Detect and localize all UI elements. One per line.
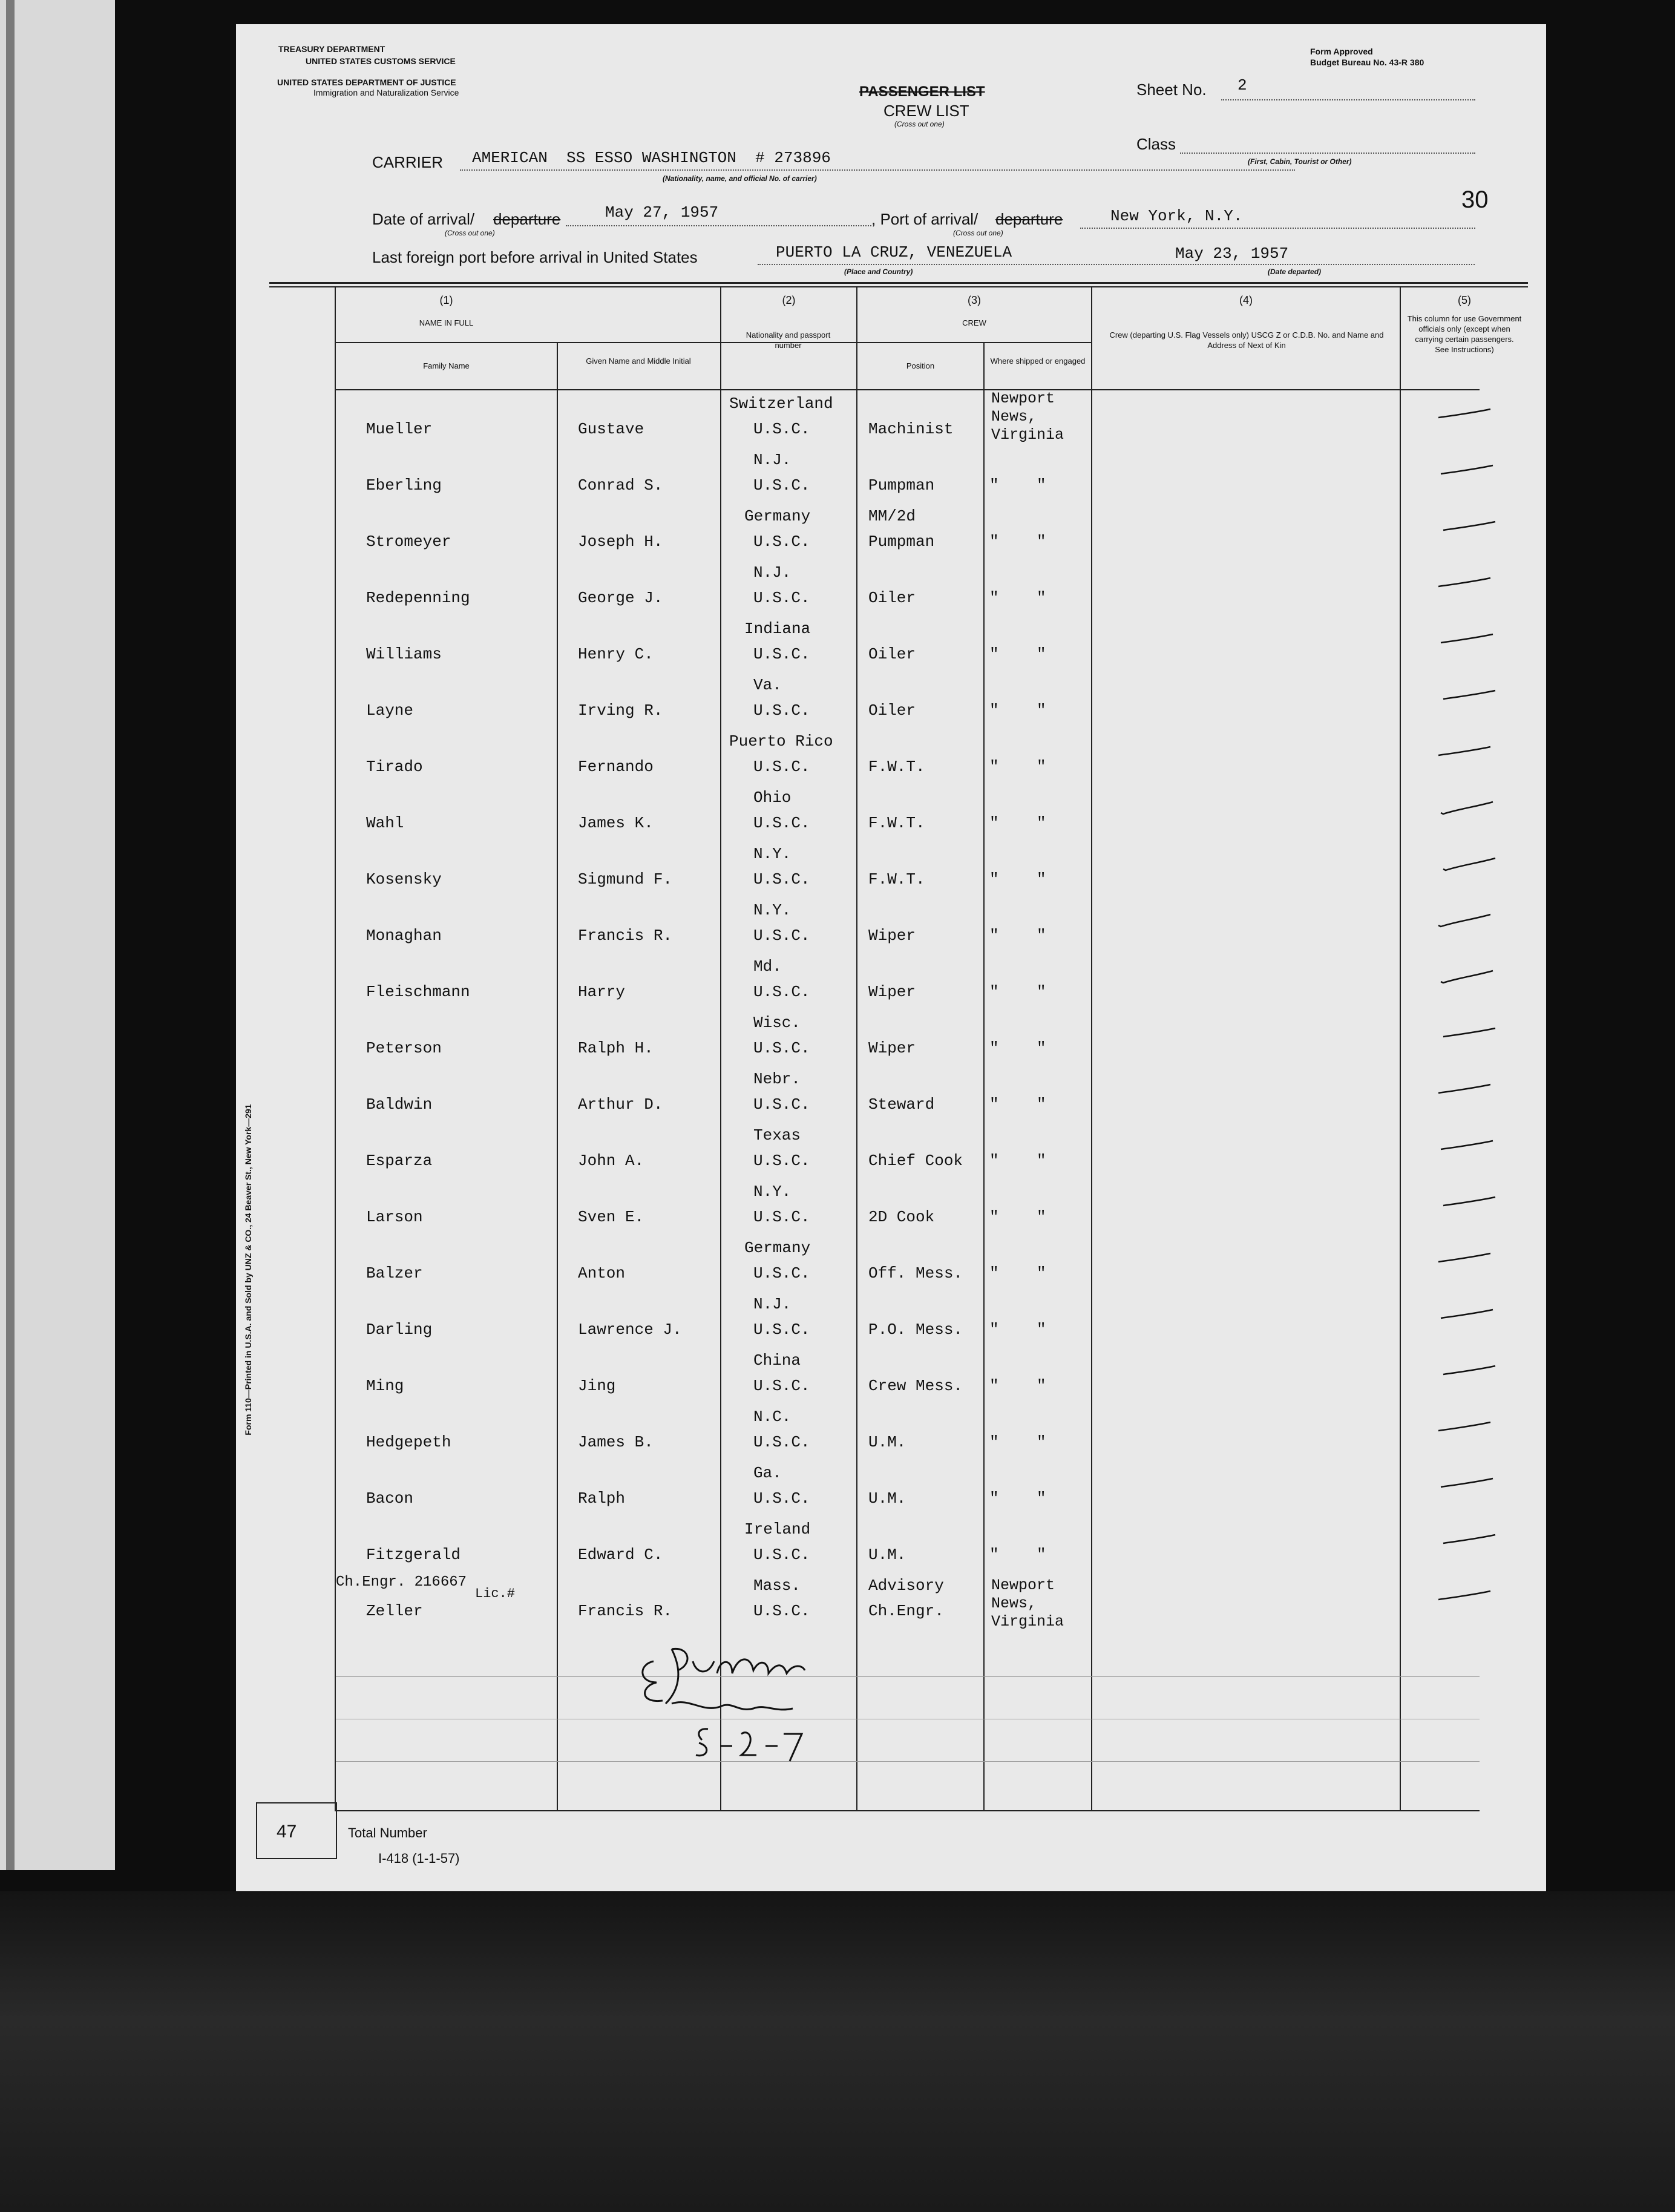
crew-shipped-ditto: " " bbox=[989, 533, 1046, 551]
crew-position: Wiper bbox=[868, 927, 916, 945]
handwritten-page-number: 30 bbox=[1461, 186, 1489, 213]
crew-shipped-ditto: " " bbox=[989, 1095, 1046, 1114]
official-check-mark bbox=[1437, 913, 1492, 928]
crew-shipped-ditto: " " bbox=[989, 589, 1046, 607]
crew-family-name: Mueller bbox=[366, 420, 433, 438]
official-check-mark bbox=[1442, 1195, 1496, 1209]
crew-shipped-ditto: " " bbox=[989, 476, 1046, 494]
crew-given-name: John A. bbox=[578, 1152, 644, 1170]
crew-shipped-ditto: " " bbox=[989, 758, 1046, 776]
table-bottom-rule bbox=[336, 1810, 1480, 1811]
adjacent-page-edge bbox=[0, 0, 115, 1870]
crew-nationality: U.S.C. bbox=[753, 870, 810, 888]
crew-shipped-ditto: " " bbox=[989, 1546, 1046, 1564]
crew-position: Wiper bbox=[868, 983, 916, 1001]
port-departure-struck: departure bbox=[995, 210, 1063, 228]
crew-nationality: U.S.C. bbox=[753, 1489, 810, 1508]
column-4-left-rule bbox=[1091, 286, 1092, 1811]
last-foreign-port: PUERTO LA CRUZ, VENEZUELA bbox=[776, 243, 1012, 261]
official-check-mark bbox=[1437, 1251, 1492, 1265]
crew-shipped-ditto: " " bbox=[989, 814, 1046, 832]
crew-given-name: James B. bbox=[578, 1433, 654, 1451]
crew-birthplace: Md. bbox=[753, 957, 782, 976]
crew-shipped-ditto: " " bbox=[989, 701, 1046, 720]
crew-position: Oiler bbox=[868, 589, 916, 607]
crew-given-name: Lawrence J. bbox=[578, 1321, 682, 1339]
last-port-underline bbox=[758, 264, 1475, 265]
crew-birthplace: Switzerland bbox=[729, 395, 833, 413]
crew-birthplace: Indiana bbox=[744, 620, 811, 638]
crew-family-name: Kosensky bbox=[366, 870, 442, 888]
date-departed: May 23, 1957 bbox=[1175, 245, 1289, 263]
departure-struck: departure bbox=[493, 210, 561, 228]
blank-row-rule bbox=[336, 1761, 1480, 1762]
official-check-mark bbox=[1437, 1082, 1492, 1097]
crew-birthplace: Nebr. bbox=[753, 1070, 801, 1088]
official-check-mark bbox=[1442, 688, 1496, 703]
official-check-mark bbox=[1440, 1476, 1494, 1491]
crew-given-name: James K. bbox=[578, 814, 654, 832]
total-number-label: Total Number bbox=[348, 1825, 427, 1840]
nationality-header: Nationality and passport number bbox=[746, 330, 831, 350]
government-use-header: This column for use Government officials only (except when carrying certain passengers. See Instructions) bbox=[1407, 314, 1522, 354]
crew-nationality: U.S.C. bbox=[753, 1602, 810, 1620]
crew-nationality: U.S.C. bbox=[753, 1039, 810, 1057]
family-given-divider bbox=[557, 342, 558, 1811]
crew-given-name: Anton bbox=[578, 1264, 626, 1282]
carrier-label: CARRIER bbox=[372, 153, 444, 171]
crew-shipped-ditto: " " bbox=[989, 1433, 1046, 1451]
column-4-number: (4) bbox=[1239, 294, 1253, 306]
crew-position: U.M. bbox=[868, 1489, 906, 1508]
crew-position: F.W.T. bbox=[868, 870, 925, 888]
crew-given-name: Ralph H. bbox=[578, 1039, 654, 1057]
crew-family-name: Fitzgerald bbox=[366, 1546, 461, 1564]
crew-nationality: U.S.C. bbox=[753, 1546, 810, 1564]
official-check-mark bbox=[1437, 407, 1492, 421]
agency-line-1: TREASURY DEPARTMENT bbox=[278, 44, 385, 54]
crew-nationality: U.S.C. bbox=[753, 589, 810, 607]
crew-birthplace: N.Y. bbox=[753, 901, 792, 919]
crew-position: Off. Mess. bbox=[868, 1264, 963, 1282]
crew-given-name: Sigmund F. bbox=[578, 870, 673, 888]
official-check-mark bbox=[1440, 463, 1494, 478]
crew-birthplace: Wisc. bbox=[753, 1014, 801, 1032]
crew-family-name: Larson bbox=[366, 1208, 423, 1226]
total-number-box bbox=[256, 1802, 337, 1859]
crew-birthplace: Germany bbox=[744, 507, 811, 525]
official-check-mark bbox=[1442, 1364, 1496, 1378]
crew-family-name: Esparza bbox=[366, 1152, 433, 1170]
table-top-rule-2 bbox=[269, 286, 1528, 287]
crew-shipped-place: Newport bbox=[991, 390, 1055, 407]
crew-given-name: Fernando bbox=[578, 758, 654, 776]
page-edge-shadow bbox=[6, 0, 15, 1870]
crew-birthplace: Ireland bbox=[744, 1520, 811, 1538]
crew-given-name: Gustave bbox=[578, 420, 644, 438]
crew-license-label: Lic.# bbox=[475, 1586, 516, 1601]
crew-family-name: Eberling bbox=[366, 476, 442, 494]
crew-nationality: U.S.C. bbox=[753, 1264, 810, 1282]
crew-family-name: Layne bbox=[366, 701, 414, 720]
crew-birthplace: China bbox=[753, 1351, 801, 1370]
crew-nationality: U.S.C. bbox=[753, 533, 810, 551]
family-name-header: Family Name bbox=[423, 361, 470, 370]
crew-position: Oiler bbox=[868, 645, 916, 663]
crew-position-note: MM/2d bbox=[868, 507, 916, 525]
crew-shipped-ditto: " " bbox=[989, 870, 1046, 888]
crew-given-name: Edward C. bbox=[578, 1546, 663, 1564]
budget-bureau-number: Budget Bureau No. 43-R 380 bbox=[1310, 57, 1424, 67]
where-shipped-header: Where shipped or engaged bbox=[990, 356, 1086, 366]
column-1-title: NAME IN FULL bbox=[419, 318, 474, 327]
crew-given-name: Conrad S. bbox=[578, 476, 663, 494]
crew-birthplace: Texas bbox=[753, 1126, 801, 1144]
sheet-underline bbox=[1221, 99, 1475, 100]
crew-shipped-ditto: " " bbox=[989, 645, 1046, 663]
column-2-left-rule bbox=[720, 286, 721, 1811]
crew-family-name: Zeller bbox=[366, 1602, 423, 1620]
crew-nationality: U.S.C. bbox=[753, 1377, 810, 1395]
official-check-mark bbox=[1437, 576, 1492, 590]
crew-position: Steward bbox=[868, 1095, 935, 1114]
scan-background bbox=[0, 1891, 1675, 2212]
crew-position: 2D Cook bbox=[868, 1208, 935, 1226]
official-check-mark bbox=[1440, 1307, 1494, 1322]
agency-line-2: UNITED STATES CUSTOMS SERVICE bbox=[306, 56, 456, 66]
crew-family-name: Peterson bbox=[366, 1039, 442, 1057]
crew-nationality: U.S.C. bbox=[753, 1208, 810, 1226]
crew-position: U.M. bbox=[868, 1546, 906, 1564]
crew-shipped-place: News, bbox=[991, 1595, 1037, 1612]
crew-nationality: U.S.C. bbox=[753, 983, 810, 1001]
crew-shipped-place: Virginia bbox=[991, 1613, 1064, 1630]
crew-family-name: Redepenning bbox=[366, 589, 470, 607]
crew-birthplace: N.Y. bbox=[753, 845, 792, 863]
table-top-rule bbox=[269, 282, 1528, 284]
crew-position: Ch.Engr. bbox=[868, 1602, 944, 1620]
crew-nationality: U.S.C. bbox=[753, 420, 810, 438]
column-2-number: (2) bbox=[782, 294, 796, 306]
crew-position: Crew Mess. bbox=[868, 1377, 963, 1395]
crew-shipped-ditto: " " bbox=[989, 1377, 1046, 1395]
crew-shipped-place: Virginia bbox=[991, 426, 1064, 444]
official-check-mark bbox=[1437, 1589, 1492, 1603]
crew-birthplace: Ga. bbox=[753, 1464, 782, 1482]
crew-nationality: U.S.C. bbox=[753, 1152, 810, 1170]
crew-nationality: U.S.C. bbox=[753, 1095, 810, 1114]
crew-given-name: Sven E. bbox=[578, 1208, 644, 1226]
official-check-mark bbox=[1437, 744, 1492, 759]
official-check-mark bbox=[1440, 1138, 1494, 1153]
crew-birthplace: N.J. bbox=[753, 1295, 792, 1313]
inspector-signature bbox=[635, 1637, 841, 1776]
form-approved: Form Approved bbox=[1310, 47, 1373, 56]
cross-out-hint-1: (Cross out one) bbox=[445, 229, 495, 237]
crew-shipped-ditto: " " bbox=[989, 983, 1046, 1001]
date-departed-hint: (Date departed) bbox=[1268, 267, 1322, 276]
form-number: I-418 (1-1-57) bbox=[378, 1851, 460, 1866]
last-foreign-port-label: Last foreign port before arrival in United States bbox=[372, 248, 698, 266]
official-check-mark bbox=[1440, 632, 1494, 646]
class-hint: (First, Cabin, Tourist or Other) bbox=[1248, 157, 1352, 166]
list-type-hint: (Cross out one) bbox=[894, 120, 945, 128]
crew-family-name: Hedgepeth bbox=[366, 1433, 451, 1451]
list-type: CREW LIST bbox=[883, 102, 969, 120]
crew-position: F.W.T. bbox=[868, 814, 925, 832]
carrier-hint: (Nationality, name, and official No. of carrier) bbox=[663, 174, 817, 183]
carrier-value: AMERICAN SS ESSO WASHINGTON # 273896 bbox=[472, 149, 831, 167]
sheet-label: Sheet No. bbox=[1136, 80, 1207, 99]
crew-given-name: Francis R. bbox=[578, 1602, 673, 1620]
crew-birthplace: N.J. bbox=[753, 451, 792, 469]
column-3-left-rule bbox=[856, 286, 857, 1811]
crew-birthplace: Ohio bbox=[753, 789, 792, 807]
column-3-subhead-rule bbox=[336, 342, 1092, 343]
crew-shipped-ditto: " " bbox=[989, 1264, 1046, 1282]
crew-shipped-ditto: " " bbox=[989, 927, 1046, 945]
crew-position: Machinist bbox=[868, 420, 954, 438]
blank-row-rule bbox=[336, 1676, 1480, 1677]
crew-shipped-ditto: " " bbox=[989, 1152, 1046, 1170]
port-of-arrival-label: , Port of arrival/ bbox=[871, 210, 978, 228]
crew-shipped-ditto: " " bbox=[989, 1039, 1046, 1057]
crew-nationality: U.S.C. bbox=[753, 758, 810, 776]
crew-position: P.O. Mess. bbox=[868, 1321, 963, 1339]
crew-birthplace: Germany bbox=[744, 1239, 811, 1257]
crew-position: Oiler bbox=[868, 701, 916, 720]
crew-given-name: Ralph bbox=[578, 1489, 626, 1508]
crew-birthplace: N.C. bbox=[753, 1408, 792, 1426]
crew-shipped-ditto: " " bbox=[989, 1208, 1046, 1226]
crew-given-name: George J. bbox=[578, 589, 663, 607]
next-of-kin-header: Crew (departing U.S. Flag Vessels only) USCG Z or C.D.B. No. and Name and Address of Next of Kin bbox=[1109, 330, 1384, 350]
crew-given-name: Irving R. bbox=[578, 701, 663, 720]
crew-family-name: Wahl bbox=[366, 814, 404, 832]
column-1-number: (1) bbox=[439, 294, 453, 306]
crew-shipped-ditto: " " bbox=[989, 1321, 1046, 1339]
position-header: Position bbox=[906, 361, 935, 370]
crew-given-name: Jing bbox=[578, 1377, 616, 1395]
crew-given-name: Joseph H. bbox=[578, 533, 663, 551]
crew-position: Pumpman bbox=[868, 476, 935, 494]
official-check-mark bbox=[1442, 519, 1496, 534]
crew-license-note: Ch.Engr. 216667 bbox=[336, 1574, 467, 1590]
class-underline bbox=[1180, 153, 1475, 154]
crew-position: Pumpman bbox=[868, 533, 935, 551]
official-check-mark bbox=[1442, 1532, 1496, 1547]
crew-family-name: Bacon bbox=[366, 1489, 414, 1508]
crew-nationality: U.S.C. bbox=[753, 701, 810, 720]
column-5-number: (5) bbox=[1458, 294, 1471, 306]
crew-family-name: Stromeyer bbox=[366, 533, 451, 551]
crew-shipped-place: Newport bbox=[991, 1577, 1055, 1594]
arrival-date-underline bbox=[566, 225, 871, 226]
crew-nationality: U.S.C. bbox=[753, 927, 810, 945]
crew-family-name: Tirado bbox=[366, 758, 423, 776]
crew-position: F.W.T. bbox=[868, 758, 925, 776]
sheet-number: 2 bbox=[1237, 76, 1247, 94]
crew-list-form bbox=[236, 24, 1546, 1891]
column-3-number: (3) bbox=[968, 294, 981, 306]
agency-line-3: UNITED STATES DEPARTMENT OF JUSTICE bbox=[277, 77, 456, 87]
position-shipped-divider bbox=[983, 342, 985, 1811]
carrier-underline bbox=[460, 169, 1295, 171]
crew-position: Chief Cook bbox=[868, 1152, 963, 1170]
port-of-arrival: New York, N.Y. bbox=[1110, 207, 1243, 225]
crew-family-name: Darling bbox=[366, 1321, 433, 1339]
crew-given-name: Francis R. bbox=[578, 927, 673, 945]
crew-given-name: Harry bbox=[578, 983, 626, 1001]
printer-imprint: Form 110—Printed in U.S.A. and Sold by UNZ & CO., 24 Beaver St., New York—291 bbox=[243, 1104, 253, 1436]
crew-nationality: U.S.C. bbox=[753, 1321, 810, 1339]
crew-family-name: Baldwin bbox=[366, 1095, 433, 1114]
official-check-mark bbox=[1440, 970, 1494, 984]
arrival-date: May 27, 1957 bbox=[605, 203, 719, 222]
crew-birthplace: N.Y. bbox=[753, 1183, 792, 1201]
crew-birthplace: N.J. bbox=[753, 563, 792, 582]
column-5-left-rule bbox=[1400, 286, 1401, 1811]
crew-given-name: Arthur D. bbox=[578, 1095, 663, 1114]
crew-birthplace: Va. bbox=[753, 676, 782, 694]
crew-nationality: U.S.C. bbox=[753, 814, 810, 832]
crew-family-name: Fleischmann bbox=[366, 983, 470, 1001]
crew-position-note: Advisory bbox=[868, 1577, 944, 1595]
crew-nationality: U.S.C. bbox=[753, 1433, 810, 1451]
official-check-mark bbox=[1442, 857, 1496, 871]
passenger-list-struck: PASSENGER LIST bbox=[859, 84, 985, 100]
crew-shipped-place: News, bbox=[991, 408, 1037, 425]
official-check-mark bbox=[1440, 801, 1494, 815]
class-label: Class bbox=[1136, 135, 1176, 153]
crew-family-name: Monaghan bbox=[366, 927, 442, 945]
crew-family-name: Balzer bbox=[366, 1264, 423, 1282]
date-of-arrival-label: Date of arrival/ bbox=[372, 210, 475, 228]
official-check-mark bbox=[1437, 1420, 1492, 1434]
crew-family-name: Ming bbox=[366, 1377, 404, 1395]
official-check-mark bbox=[1442, 1026, 1496, 1040]
last-port-hint: (Place and Country) bbox=[844, 267, 913, 276]
crew-nationality: U.S.C. bbox=[753, 476, 810, 494]
crew-shipped-ditto: " " bbox=[989, 1489, 1046, 1508]
agency-line-4: Immigration and Naturalization Service bbox=[313, 88, 459, 97]
crew-birthplace: Mass. bbox=[753, 1577, 801, 1595]
crew-nationality: U.S.C. bbox=[753, 645, 810, 663]
crew-position: Wiper bbox=[868, 1039, 916, 1057]
crew-birthplace: Puerto Rico bbox=[729, 732, 833, 750]
header-bottom-rule bbox=[336, 389, 1480, 390]
crew-header: CREW bbox=[962, 318, 986, 327]
cross-out-hint-2: (Cross out one) bbox=[953, 229, 1003, 237]
crew-position: U.M. bbox=[868, 1433, 906, 1451]
given-name-header: Given Name and Middle Initial bbox=[586, 356, 691, 366]
port-underline bbox=[1080, 228, 1475, 229]
crew-given-name: Henry C. bbox=[578, 645, 654, 663]
total-number: 47 bbox=[277, 1822, 297, 1842]
crew-family-name: Williams bbox=[366, 645, 442, 663]
